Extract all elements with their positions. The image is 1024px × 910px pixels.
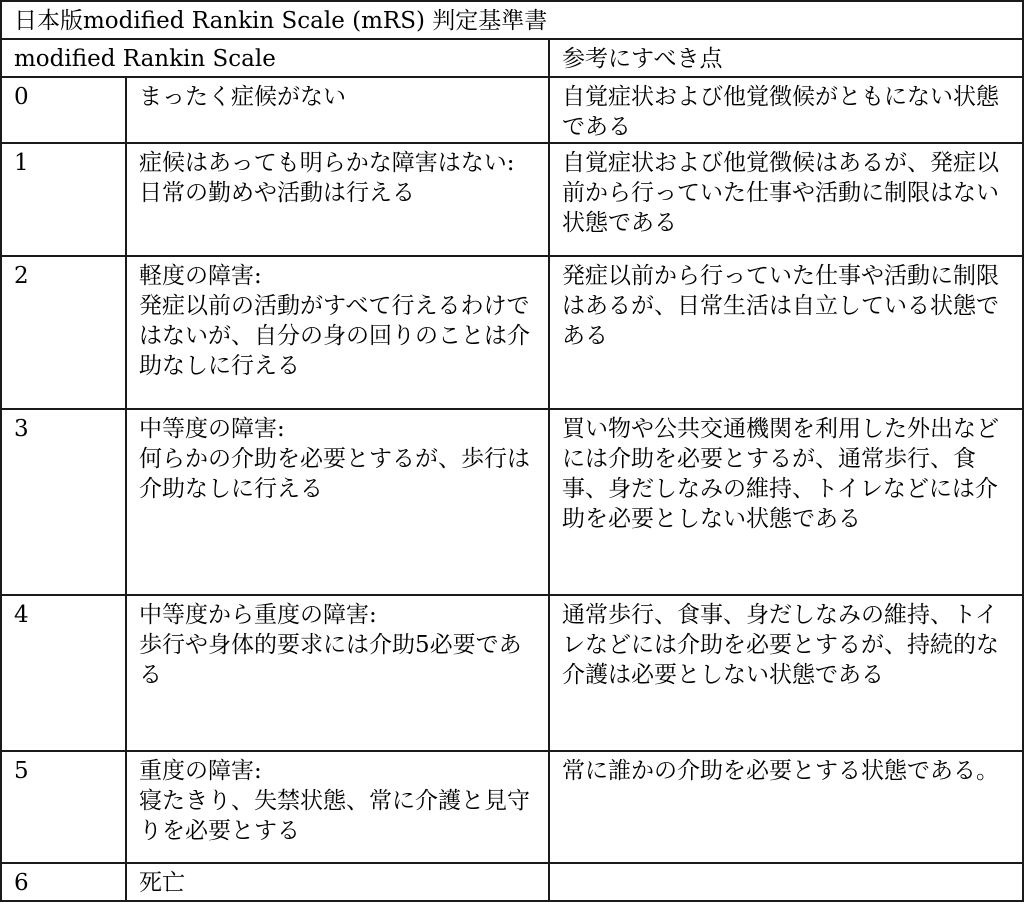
description-text: 歩行や身体的要求には介助5必要である xyxy=(139,632,522,688)
description-heading: 重度の障害: xyxy=(139,758,262,784)
grade-cell: 6 xyxy=(1,863,126,901)
table-row xyxy=(1,409,1023,595)
table-row xyxy=(1,595,1023,751)
description-heading: 軽度の障害: xyxy=(139,263,262,289)
description-heading: 症候はあっても明らかな障害はない: xyxy=(139,150,515,176)
grade-cell: 0 xyxy=(1,77,126,143)
table-row xyxy=(1,863,1023,901)
header-reference: 参考にすべき点 xyxy=(549,39,1023,77)
description-text: 何らかの介助を必要とするが、歩行は介助なしに行える xyxy=(139,446,530,502)
description-text: まったく症候がない xyxy=(139,84,346,110)
reference-cell: 発症以前から行っていた仕事や活動に制限はあるが、日常生活は自立している状態である xyxy=(549,256,1023,409)
description-cell xyxy=(126,409,549,595)
table-row xyxy=(1,256,1023,409)
grade-cell: 3 xyxy=(1,409,126,595)
table-row xyxy=(1,77,1023,143)
reference-cell: 常に誰かの介助を必要とする状態である。 xyxy=(549,751,1023,863)
description-text: 発症以前の活動がすべて行えるわけではないが、自分の身の回りのことは介助なしに行える xyxy=(139,293,530,379)
description-text: 日常の勤めや活動は行える xyxy=(139,180,415,206)
description-cell xyxy=(126,595,549,751)
reference-cell: 買い物や公共交通機関を利用した外出などには介助を必要とするが、通常歩行、食事、身だしなみの維持、トイレなどには介助を必要としない状態である xyxy=(549,409,1023,595)
table-row xyxy=(1,143,1023,256)
description-cell xyxy=(126,256,549,409)
description-cell xyxy=(126,77,549,143)
header-scale: modified Rankin Scale xyxy=(1,39,549,77)
grade-cell: 5 xyxy=(1,751,126,863)
reference-cell xyxy=(549,863,1023,901)
grade-cell: 1 xyxy=(1,143,126,256)
grade-cell: 4 xyxy=(1,595,126,751)
description-cell xyxy=(126,863,549,901)
reference-cell: 自覚症状および他覚徴候がともにない状態である xyxy=(549,77,1023,143)
reference-cell: 通常歩行、食事、身だしなみの維持、トイレなどには介助を必要とするが、持続的な介護は必要としない状態である xyxy=(549,595,1023,751)
description-text: 死亡 xyxy=(139,870,185,896)
table-row xyxy=(1,751,1023,863)
description-cell xyxy=(126,143,549,256)
table-title: 日本版modified Rankin Scale (mRS) 判定基準書 xyxy=(1,1,1023,39)
description-heading: 中等度の障害: xyxy=(139,416,285,442)
reference-cell: 自覚症状および他覚徴候はあるが、発症以前から行っていた仕事や活動に制限はない状態である xyxy=(549,143,1023,256)
title-row xyxy=(1,1,1023,39)
grade-cell: 2 xyxy=(1,256,126,409)
description-text: 寝たきり、失禁状態、常に介護と見守りを必要とする xyxy=(139,788,530,844)
description-cell xyxy=(126,751,549,863)
description-heading: 中等度から重度の障害: xyxy=(139,602,377,628)
header-row xyxy=(1,39,1023,77)
